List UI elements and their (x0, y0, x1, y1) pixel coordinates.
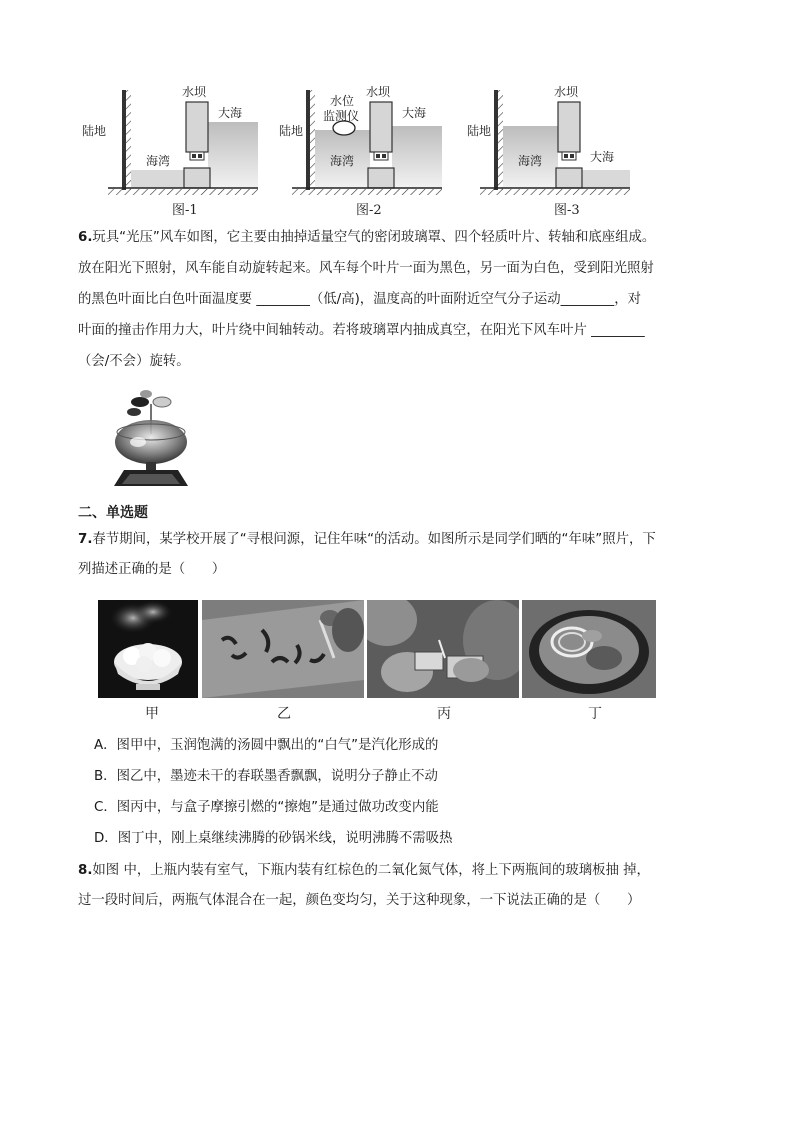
fig2-sea-label: 大海 (402, 106, 427, 120)
q7-option-d: D．图丁中，刚上桌继续沸腾的砂锅米线，说明沸腾不需吸热 (94, 831, 453, 846)
fig2-bay-label: 海湾 (330, 154, 355, 168)
photo-yi (202, 600, 364, 698)
q8-line-2: 过一段时间后，两瓶气体混合在一起，颜色变均匀，关于这种现象，一下说法正确的是（ ） (78, 893, 641, 908)
q7-text-1: 春节期间，某学校开展了“寻根问源，记住年味“的活动。如图所示是同学们晒的“年味”照片，下 (92, 532, 656, 547)
photo-bing (367, 600, 519, 698)
q6-number: 6. (78, 230, 93, 245)
fig1-land-label: 陆地 (82, 124, 107, 138)
q7-option-c: C．图丙中，与盒子摩擦引燃的“擦炮”是通过做功改变内能 (94, 800, 439, 815)
fig1-caption: 图-1 (172, 203, 198, 218)
q6-line-3: 的黑色叶面比白色叶面温度要 ________（低/高)，温度高的叶面附近空气分子运动________，对 (78, 292, 642, 307)
q6-text-1: 玩具“光压”风车如图，它主要由抽掉适量空气的密闭玻璃罩、四个轻质叶片、转轴和底座组成。 (92, 230, 656, 245)
q7-option-b: B．图乙中，墨迹未干的春联墨香飘飘，说明分子静止不动 (94, 769, 438, 784)
fig2-caption: 图-2 (356, 203, 382, 218)
photo-ding (522, 600, 656, 698)
photo-label-yi: 乙 (277, 706, 291, 722)
fig1-bay-label: 海湾 (146, 154, 171, 168)
photo-label-ding: 丁 (588, 706, 602, 722)
q6-line-2: 放在阳光下照射，风车能自动旋转起来。风车每个叶片一面为黑色，另一面为白色，受到阳光照射 (78, 261, 654, 276)
fig1-dam-label: 水坝 (182, 85, 207, 99)
q6-line-1 (78, 228, 655, 248)
fig1-sea-label: 大海 (218, 106, 243, 120)
figure-2-diagram (292, 84, 442, 196)
photo-jia (98, 600, 198, 698)
fig3-caption: 图-3 (554, 203, 580, 218)
radiometer-photo (108, 384, 194, 490)
fig2-land-label: 陆地 (279, 124, 304, 138)
q6-line-5: （会/不会）旋转。 (78, 354, 190, 369)
fig3-land-label: 陆地 (467, 124, 492, 138)
q7-number: 7. (78, 532, 93, 547)
q8-number: 8. (78, 863, 93, 878)
photo-label-jia: 甲 (145, 706, 159, 722)
fig2-monitor-label-line1: 水位 (330, 94, 355, 108)
fig3-bay-label: 海湾 (518, 154, 543, 168)
q7-line-1 (78, 530, 656, 550)
q7-line-2: 列描述正确的是（ ） (78, 562, 226, 577)
fig3-sea-label: 大海 (590, 150, 615, 164)
figure-1-diagram (108, 84, 258, 196)
q7-option-a: A．图甲中，玉润饱满的汤圆中飘出的“白气”是汽化形成的 (94, 738, 439, 753)
section-2-title: 二、单选题 (78, 505, 148, 521)
photo-label-bing: 丙 (437, 706, 451, 722)
fig2-monitor-label-line2: 监测仪 (323, 109, 360, 123)
q6-line-4: 叶面的撞击作用力大，叶片绕中间轴转动。若将玻璃罩内抽成真空，在阳光下风车叶片 ________ (78, 323, 645, 338)
figure-3-diagram (480, 84, 630, 196)
fig3-dam-label: 水坝 (554, 85, 579, 99)
q8-line-1 (78, 861, 650, 881)
q8-text-1: 如图 中，上瓶内装有室气，下瓶内装有红棕色的二氧化氮气体，将上下两瓶间的玻璃板抽 掉， (92, 863, 650, 878)
fig2-dam-label: 水坝 (366, 85, 391, 99)
